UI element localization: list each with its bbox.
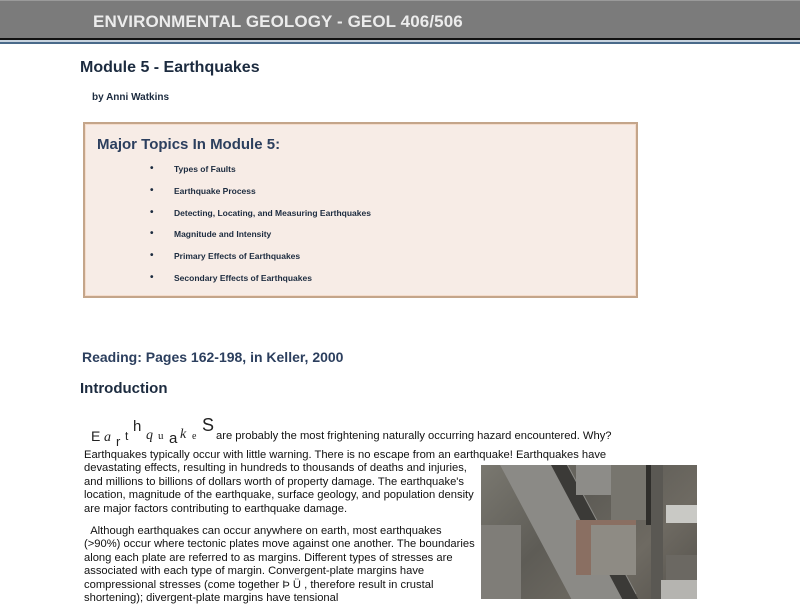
- photo-white-roof-bottom: [661, 580, 697, 599]
- intro-first-line: are probably the most frightening naturally occurring hazard encountered. Why?: [216, 430, 612, 442]
- author-byline: by Anni Watkins: [92, 92, 170, 103]
- bullet-icon: •: [150, 250, 154, 262]
- wordart-letter: k: [180, 427, 187, 442]
- wordart-letter: S: [202, 415, 215, 435]
- wordart-letter: h: [133, 418, 142, 435]
- page-title: Module 5 - Earthquakes: [80, 59, 260, 76]
- bullet-icon: •: [150, 271, 154, 283]
- introduction-heading: Introduction: [80, 380, 168, 397]
- topics-heading: Major Topics In Module 5:: [97, 136, 281, 153]
- topic-label[interactable]: Magnitude and Intensity: [174, 229, 272, 240]
- banner-divider-accent: [0, 42, 800, 44]
- site-banner: [0, 0, 800, 39]
- topic-label[interactable]: Types of Faults: [174, 164, 236, 174]
- photo-lot-right: [666, 555, 697, 580]
- wordart-letter: r: [116, 434, 121, 449]
- wordart-letter: u: [158, 430, 164, 442]
- bullet-icon: •: [150, 163, 154, 174]
- site-title: ENVIRONMENTAL GEOLOGY - GEOL 406/506: [93, 12, 463, 31]
- topic-label[interactable]: Earthquake Process: [174, 185, 256, 196]
- reading-assignment: Reading: Pages 162-198, in Keller, 2000: [82, 349, 344, 365]
- intro-paragraph-1-body: devastating effects, resulting in hundreds to thousands of deaths and injuries, and millions to billions of dollars worth of property damage. The earthquake's location, magnitude of the earthquake, surface geology, and population density are major factors contributing to earthquake damage.: [84, 462, 474, 515]
- bullet-icon: •: [150, 184, 154, 196]
- photo-white-roof: [666, 505, 697, 523]
- topic-label[interactable]: Detecting, Locating, and Measuring Earthquakes: [174, 207, 371, 218]
- wordart-letter: a: [104, 430, 111, 445]
- topic-label[interactable]: Primary Effects of Earthquakes: [174, 251, 301, 262]
- intro-paragraph-2: Although earthquakes can occur anywhere on earth, most earthquakes (>90%) occur where tectonic plates move against one another. The boundaries along each plate are referred to as margins. Different types of stresses are associated with each type of margin. Convergent-plate margins have compressional stresses (come together Þ Ü , therefore result in crustal shortening); divergent-plate margins have tensional: [84, 525, 475, 605]
- wordart-letter: E: [91, 428, 101, 444]
- bullet-icon: •: [150, 206, 154, 218]
- photo-building-left: [481, 525, 521, 599]
- bullet-icon: •: [150, 228, 154, 240]
- photo-building-red-roof: [591, 525, 636, 575]
- decorative-wordart-earthquakes: [91, 415, 221, 449]
- wordart-letter: q: [146, 428, 153, 443]
- wordart-letter: e: [192, 431, 197, 442]
- photo-street: [651, 465, 663, 599]
- topic-label[interactable]: Secondary Effects of Earthquakes: [174, 272, 312, 283]
- intro-paragraph-1: [84, 449, 644, 516]
- topics-box: [83, 122, 638, 298]
- intro-paragraph-1-line1: Earthquakes typically occur with little warning. There is no escape from an earthquake! Earthquakes have: [84, 449, 607, 461]
- wordart-letter: a: [169, 430, 178, 447]
- wordart-letter: t: [125, 429, 129, 443]
